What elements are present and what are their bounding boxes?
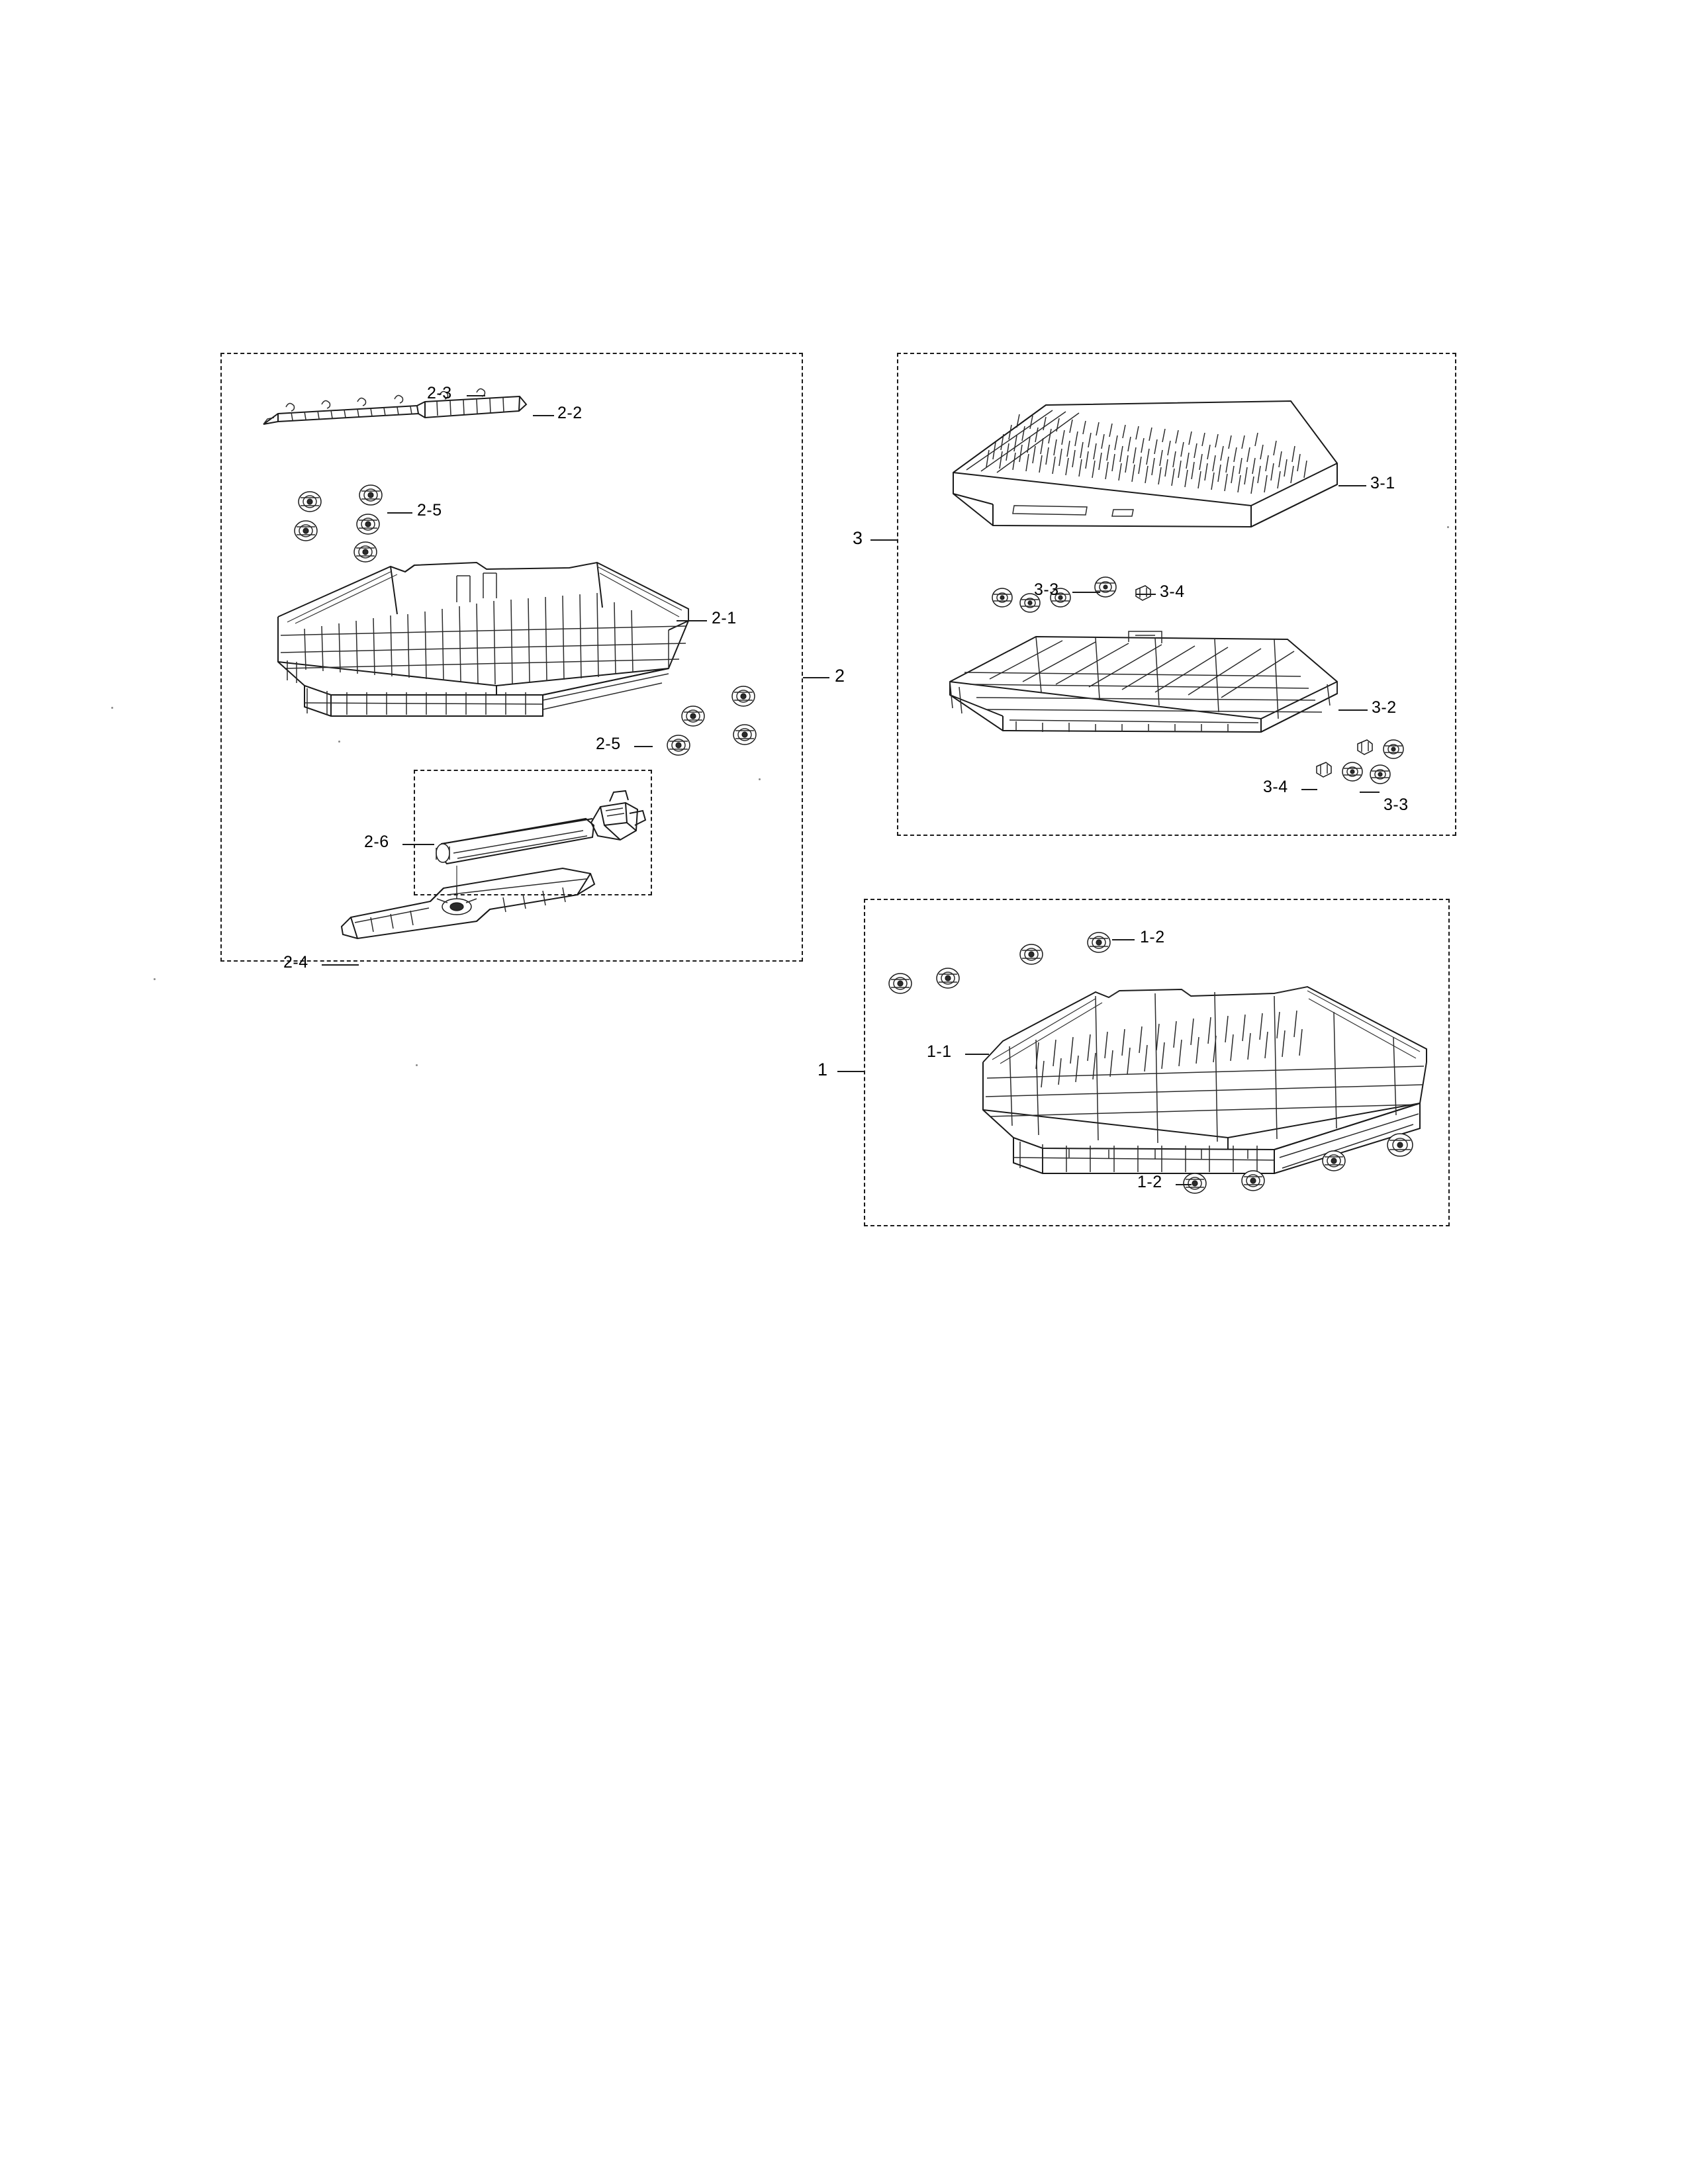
callout-3-4-bottom: 3-4 [1263,778,1288,796]
callout-3-4-top-leader [1136,594,1156,595]
scan-speck [154,978,156,980]
callout-1-2-top: 1-2 [1140,928,1165,946]
callout-3-1: 3-1 [1370,474,1395,492]
scan-speck [1447,526,1449,528]
part-2-5-bottom-wheels [652,682,765,768]
callout-1-2-bottom: 1-2 [1137,1173,1162,1191]
callout-3-2-leader [1338,709,1368,711]
callout-1-1: 1-1 [927,1042,952,1061]
callout-2-5-top-leader [387,512,412,514]
callout-3-3-bottom: 3-3 [1383,796,1409,814]
group-1-label: 1 [818,1060,828,1079]
callout-2-1-leader [677,620,707,621]
callout-3-4-bottom-leader [1301,789,1317,790]
callout-2-5-bottom-leader [634,746,653,747]
scan-speck [759,778,761,780]
group-2-leader [803,677,829,678]
callout-2-1: 2-1 [712,609,737,627]
callout-2-2: 2-2 [557,404,583,422]
callout-3-3-top-leader [1072,592,1100,593]
part-3-2-wire-rack [930,615,1354,768]
group-1-leader [837,1071,864,1072]
group-2-label: 2 [835,666,845,686]
callout-3-3-bottom-leader [1360,792,1380,793]
part-2-1-upper-rack [258,529,708,748]
callout-2-4-leader [322,964,359,966]
callout-2-4: 2-4 [283,953,308,972]
part-1-2-bottom-wheels [1175,1125,1440,1211]
scan-speck [338,741,340,743]
callout-2-6: 2-6 [364,833,389,851]
callout-3-1-leader [1338,485,1366,486]
callout-2-5-top: 2-5 [417,501,442,520]
part-3-4-3-3-bottom-fasteners [1294,728,1407,794]
callout-2-3: 2-3 [427,384,452,402]
callout-2-5-bottom: 2-5 [596,735,621,753]
part-2-4-spray-arm [331,854,609,953]
scan-speck [111,707,113,709]
callout-3-4-top: 3-4 [1160,582,1185,601]
callout-2-3-leader [467,395,485,396]
callout-1-2-bottom-leader [1176,1184,1192,1185]
part-2-2-artwork [252,387,556,447]
callout-1-1-leader [965,1054,989,1055]
callout-2-6-leader [402,844,434,845]
callout-3-3-top: 3-3 [1034,580,1059,599]
callout-3-2: 3-2 [1372,698,1397,717]
part-3-1-cutlery-tray [940,384,1350,556]
callout-2-2-leader [533,415,554,416]
group-3-leader [870,539,897,541]
scan-speck [416,1064,418,1066]
group-3-label: 3 [853,528,863,548]
